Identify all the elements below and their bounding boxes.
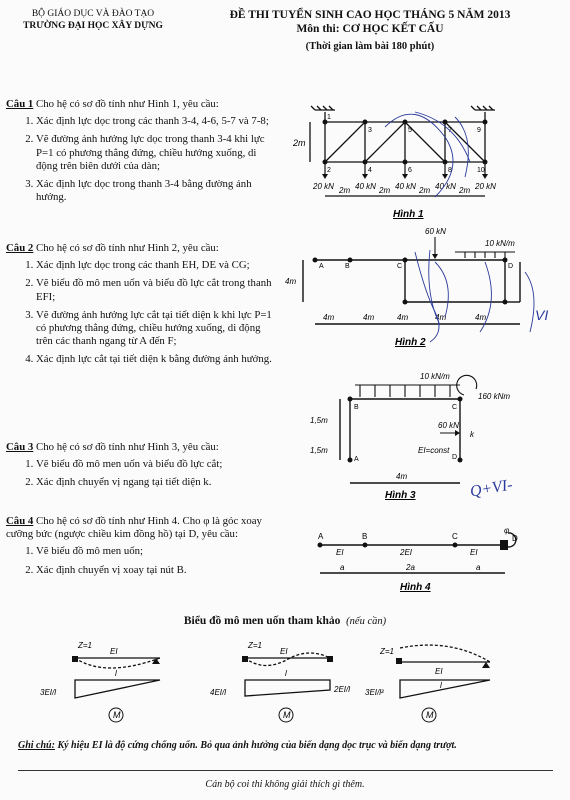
ref-l-label: l (115, 669, 117, 678)
figure-1-truss (285, 92, 510, 222)
question-2 (6, 242, 278, 372)
ref-l-label: l (285, 669, 287, 678)
stiffness-label: EI=const (418, 446, 450, 455)
ref-m-label: M (426, 710, 434, 720)
span-label: 2m (339, 186, 351, 195)
figure-caption: Hình 1 (393, 209, 424, 220)
node-label: C (452, 404, 458, 411)
span-label: a (476, 563, 481, 572)
ref-ei-label: EI (110, 647, 118, 656)
ref-value-label: 3EI/l² (365, 688, 384, 697)
question-intro: Cho hệ có sơ đồ tính như Hình 3, yêu cầu: (36, 441, 219, 453)
load-label: 20 kN (475, 182, 496, 191)
node-label: 10 (477, 167, 485, 174)
height-label: 1,5m (310, 416, 328, 425)
span-label: 2m (379, 186, 391, 195)
ref-z-label: Z=1 (78, 641, 93, 650)
question-intro: Cho hệ có sơ đồ tính như Hình 1, yêu cầu: (36, 98, 219, 110)
question-item: 2. Vẽ đường ảnh hưởng lực dọc trong thanh 3-4 khi lực P=1 có phương thẳng đứng, chiều hướng xuống, di động trên biên dưới của dàn; (36, 133, 278, 173)
height-label: 2m (293, 138, 306, 148)
node-label: 3 (368, 127, 372, 134)
node-label: 2 (327, 167, 331, 174)
node-label: B (345, 263, 350, 270)
node-label: 6 (408, 167, 412, 174)
question-item: 3. Vẽ đường ảnh hưởng lực cắt tại tiết diện k khi lực P=1 có phương thẳng đứng, chiều hướng xuống, di động trên các thanh ngang từ A đến F; (36, 309, 278, 349)
node-label: 4 (368, 167, 372, 174)
dist-load-label: 10 kN/m (485, 239, 515, 248)
question-title: Câu 4 (6, 515, 34, 527)
divider (18, 770, 553, 771)
node-label: B (354, 404, 359, 411)
span-label: 4m (323, 313, 335, 322)
question-title: Câu 3 (6, 441, 34, 453)
load-label: 40 kN (395, 182, 416, 191)
height-label: 4m (285, 277, 297, 286)
note-label: Ghi chú: (18, 740, 55, 751)
span-label: 4m (396, 472, 408, 481)
span-label: 2a (406, 563, 415, 572)
question-item: 2. Vẽ biểu đồ mô men uốn và biểu đồ lực cắt trong thanh EFI; (36, 277, 278, 303)
load-label: 40 kN (355, 182, 376, 191)
stiffness-label: 2EI (400, 548, 413, 557)
node-label: D (452, 454, 458, 461)
load-label: 20 kN (313, 182, 334, 191)
moment-label: 160 kNm (478, 392, 511, 401)
reference-note: (nếu cần) (346, 616, 387, 627)
angle-label: φ (504, 526, 510, 535)
handwriting-scribble (415, 250, 534, 342)
question-title: Câu 2 (6, 242, 34, 254)
stiffness-label: EI (470, 548, 478, 557)
section-label: k (470, 430, 474, 439)
span-label: 2m (419, 186, 431, 195)
handwriting-note: VI (535, 307, 549, 323)
question-item: 3. Xác định lực dọc trong thanh 3-4 bằng đường ảnh hưởng. (36, 178, 278, 204)
duration: (Thời gian làm bài 180 phút) (305, 41, 435, 52)
node-label: B (362, 532, 368, 541)
node-label: C (452, 532, 458, 541)
height-label: 1,5m (310, 446, 328, 455)
reference-title: Biểu đồ mô men uốn tham khảo (nếu cần) (183, 615, 387, 627)
point-load-label: 60 kN (438, 421, 459, 430)
node-label: 5 (408, 127, 412, 134)
question-title: Câu 1 (6, 98, 34, 110)
node-label: C (397, 263, 403, 270)
question-intro: Cho hệ có sơ đồ tính như Hình 2, yêu cầu: (36, 242, 219, 254)
ref-z-label: Z=1 (248, 641, 263, 650)
span-label: 4m (363, 313, 375, 322)
stiffness-label: EI (336, 548, 344, 557)
ref-z-label: Z=1 (380, 647, 395, 656)
ref-value-right: 2EI/l (334, 685, 351, 694)
span-label: 4m (435, 313, 447, 322)
node-label: 9 (477, 127, 481, 134)
node-label: 8 (448, 167, 452, 174)
header-right (200, 8, 540, 54)
ref-m-label: M (283, 710, 291, 720)
ref-l-label: l (440, 681, 442, 690)
question-3 (6, 441, 278, 495)
note (18, 740, 558, 751)
point-load-label: 60 kN (425, 227, 446, 236)
node-label: 7 (448, 127, 452, 134)
node-label: D (508, 263, 514, 270)
ref-m-label: M (113, 710, 121, 720)
subject: Môn thi: CƠ HỌC KẾT CẤU (296, 23, 444, 35)
ref-value-left: 4EI/l (210, 688, 227, 697)
node-label: D (512, 534, 518, 543)
ministry-name: BỘ GIÁO DỤC VÀ ĐÀO TẠO (31, 9, 155, 19)
question-item: 1. Xác định lực dọc trong các thanh EH, DE và CG; (36, 259, 278, 272)
figure-2-frame (285, 222, 560, 352)
ref-ei-label: EI (280, 647, 288, 656)
header-left (8, 8, 178, 32)
figure-caption: Hình 4 (400, 582, 431, 593)
span-label: 2m (459, 186, 471, 195)
question-1 (6, 98, 278, 209)
span-label: a (340, 563, 345, 572)
figure-4-beam (300, 525, 525, 595)
reference-diagrams (40, 640, 540, 730)
load-label: 40 kN (435, 182, 456, 191)
question-item: 4. Xác định lực cắt tại tiết diện k bằng đường ảnh hưởng. (36, 353, 278, 366)
ref-value-label: 3EI/l (40, 688, 57, 697)
figure-caption: Hình 3 (385, 490, 416, 501)
handwriting-note: Q+VI- (468, 476, 514, 501)
node-label: A (354, 456, 359, 463)
node-label: 1 (327, 114, 331, 121)
node-label: A (318, 532, 324, 541)
note-text: Ký hiệu EI là độ cứng chống uốn. Bỏ qua ảnh hưởng của biến dạng dọc trục và biến dạng trượt. (57, 740, 457, 751)
figure-caption: Hình 2 (395, 337, 426, 348)
question-item: 1. Vẽ biểu đồ mô men uốn và biểu đồ lực cắt; (36, 458, 278, 471)
university-name: TRƯỜNG ĐẠI HỌC XÂY DỰNG (23, 21, 163, 31)
ref-ei-label: EI (435, 667, 443, 676)
node-label: A (319, 263, 324, 270)
question-item: 1. Vẽ biểu đồ mô men uốn; (36, 545, 278, 558)
question-4 (6, 515, 278, 582)
question-item: 2. Xác định chuyển vị ngang tại tiết diện k. (36, 476, 278, 489)
question-item: 1. Xác định lực dọc trong các thanh 3-4, 4-6, 5-7 và 7-8; (36, 115, 278, 128)
question-item: 2. Xác định chuyển vị xoay tại nút B. (36, 564, 278, 577)
dist-load-label: 10 kN/m (420, 372, 450, 381)
span-label: 4m (397, 313, 409, 322)
span-label: 4m (475, 313, 487, 322)
question-intro: Cho hệ có sơ đồ tính như Hình 4. Cho φ là góc xoay cưỡng bức (ngược chiều kim đồng hồ) tại D, yêu cầu: (6, 515, 262, 541)
footer: Cán bộ coi thi không giải thích gì thêm. (205, 779, 365, 790)
exam-title: ĐỀ THI TUYỂN SINH CAO HỌC THÁNG 5 NĂM 2013 (229, 9, 511, 21)
